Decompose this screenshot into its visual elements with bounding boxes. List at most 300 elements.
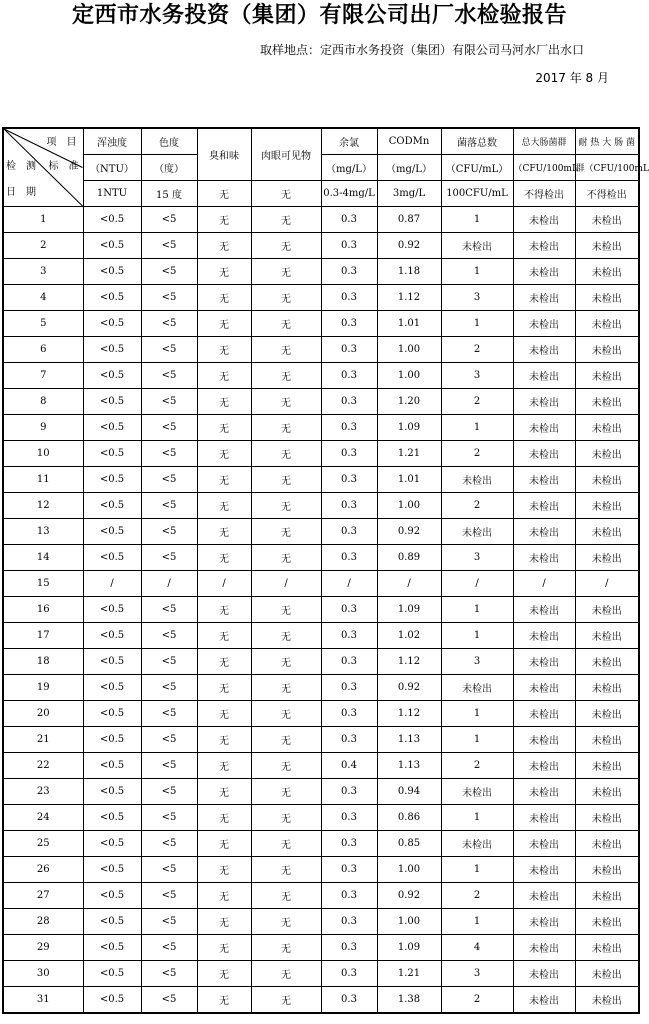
cell-thermotolerant-coliform: 未检出 [575,363,639,389]
cell-color: <5 [141,961,197,987]
cell-day: 9 [3,415,83,441]
cell-turbidity: <0.5 [83,493,141,519]
cell-total-coliform: 未检出 [513,935,575,961]
cell-thermotolerant-coliform: 未检出 [575,311,639,337]
cell-codmn: 1.09 [377,935,441,961]
unit-residual-chlorine: （mg/L） [321,155,377,181]
table-row [3,519,639,545]
cell-color: <5 [141,519,197,545]
cell-day: 1 [3,207,83,233]
cell-color: <5 [141,467,197,493]
cell-thermotolerant-coliform: 未检出 [575,207,639,233]
cell-residual-chlorine: 0.3 [321,649,377,675]
cell-color: <5 [141,233,197,259]
std-color: 15 度 [141,181,197,207]
cell-visible-matter: 无 [251,337,321,363]
cell-day: 10 [3,441,83,467]
cell-turbidity: <0.5 [83,207,141,233]
cell-codmn: 1.01 [377,467,441,493]
table-row [3,623,639,649]
cell-odor: 无 [197,779,251,805]
table-row [3,233,639,259]
cell-codmn: 0.92 [377,675,441,701]
cell-visible-matter: / [251,571,321,597]
cell-turbidity: <0.5 [83,675,141,701]
cell-odor: 无 [197,363,251,389]
cell-visible-matter: 无 [251,597,321,623]
cell-residual-chlorine: 0.3 [321,467,377,493]
cell-codmn: 0.92 [377,883,441,909]
cell-thermotolerant-coliform: 未检出 [575,545,639,571]
cell-residual-chlorine: 0.3 [321,285,377,311]
cell-turbidity: <0.5 [83,337,141,363]
header-row-standards [3,181,639,207]
cell-color: <5 [141,857,197,883]
cell-total-coliform: 未检出 [513,363,575,389]
cell-visible-matter: 无 [251,831,321,857]
table-row [3,831,639,857]
cell-turbidity: <0.5 [83,623,141,649]
cell-day: 18 [3,649,83,675]
cell-visible-matter: 无 [251,363,321,389]
cell-codmn: 1.09 [377,597,441,623]
cell-day: 28 [3,909,83,935]
cell-codmn: 1.01 [377,311,441,337]
cell-day: 31 [3,987,83,1014]
cell-thermotolerant-coliform: 未检出 [575,259,639,285]
cell-thermotolerant-coliform: 未检出 [575,831,639,857]
cell-odor: 无 [197,987,251,1014]
table-row [3,337,639,363]
cell-thermotolerant-coliform: 未检出 [575,987,639,1014]
cell-visible-matter: 无 [251,207,321,233]
std-thermotolerant-coliform: 不得检出 [575,181,639,207]
cell-residual-chlorine: 0.3 [321,857,377,883]
cell-total-coliform: 未检出 [513,857,575,883]
cell-residual-chlorine: 0.3 [321,909,377,935]
table-row [3,493,639,519]
cell-odor: 无 [197,311,251,337]
cell-thermotolerant-coliform: 未检出 [575,493,639,519]
cell-color: <5 [141,727,197,753]
cell-visible-matter: 无 [251,545,321,571]
cell-total-coliform: 未检出 [513,831,575,857]
table-row [3,779,639,805]
cell-odor: 无 [197,805,251,831]
cell-total-bacteria: 2 [441,441,513,467]
cell-total-coliform: 未检出 [513,493,575,519]
cell-odor: 无 [197,831,251,857]
cell-residual-chlorine: 0.3 [321,441,377,467]
table-row [3,883,639,909]
cell-total-bacteria: 未检出 [441,519,513,545]
cell-thermotolerant-coliform: 未检出 [575,779,639,805]
cell-visible-matter: 无 [251,467,321,493]
cell-odor: 无 [197,259,251,285]
cell-codmn: 1.00 [377,493,441,519]
inspection-table [2,127,649,1014]
cell-total-coliform: 未检出 [513,389,575,415]
cell-visible-matter: 无 [251,285,321,311]
cell-day: 20 [3,701,83,727]
cell-color: <5 [141,883,197,909]
cell-total-coliform: 未检出 [513,467,575,493]
cell-codmn: 1.20 [377,389,441,415]
cell-residual-chlorine: 0.3 [321,493,377,519]
std-visible-matter: 无 [251,181,321,207]
cell-odor: 无 [197,467,251,493]
std-codmn: 3mg/L [377,181,441,207]
unit-turbidity: （NTU） [83,155,141,181]
report-title: 定西市水务投资（集团）有限公司出厂水检验报告 [71,3,567,28]
cell-color: <5 [141,701,197,727]
table-row [3,753,639,779]
cell-day: 19 [3,675,83,701]
cell-turbidity: <0.5 [83,415,141,441]
cell-codmn: 0.94 [377,779,441,805]
cell-thermotolerant-coliform: 未检出 [575,935,639,961]
cell-color: <5 [141,753,197,779]
cell-total-bacteria: 3 [441,363,513,389]
cell-color: <5 [141,441,197,467]
cell-odor: 无 [197,857,251,883]
table-row [3,441,639,467]
cell-thermotolerant-coliform: 未检出 [575,233,639,259]
cell-visible-matter: 无 [251,883,321,909]
cell-residual-chlorine: 0.3 [321,727,377,753]
cell-residual-chlorine: 0.3 [321,597,377,623]
cell-total-coliform: 未检出 [513,909,575,935]
cell-color: <5 [141,415,197,441]
cell-residual-chlorine: 0.3 [321,233,377,259]
cell-codmn: 1.00 [377,337,441,363]
table-row [3,415,639,441]
cell-codmn: 1.00 [377,363,441,389]
cell-turbidity: <0.5 [83,779,141,805]
cell-visible-matter: 无 [251,909,321,935]
cell-turbidity: / [83,571,141,597]
cell-residual-chlorine: 0.3 [321,831,377,857]
cell-odor: 无 [197,935,251,961]
cell-visible-matter: 无 [251,753,321,779]
cell-total-coliform: 未检出 [513,623,575,649]
cell-day: 27 [3,883,83,909]
col-header-thermotolerant-coliform: 耐 热 大 肠 菌 [575,128,639,155]
cell-total-coliform: 未检出 [513,883,575,909]
cell-thermotolerant-coliform: 未检出 [575,701,639,727]
cell-total-bacteria: 2 [441,753,513,779]
cell-codmn: 1.13 [377,753,441,779]
cell-total-bacteria: 2 [441,389,513,415]
table-row [3,701,639,727]
col-header-total-coliform: 总大肠菌群 [513,128,575,155]
cell-thermotolerant-coliform: 未检出 [575,519,639,545]
table-row [3,935,639,961]
cell-odor: 无 [197,233,251,259]
cell-odor: 无 [197,623,251,649]
cell-odor: 无 [197,441,251,467]
cell-visible-matter: 无 [251,857,321,883]
cell-turbidity: <0.5 [83,467,141,493]
cell-total-coliform: 未检出 [513,805,575,831]
corner-date-label: 日 期 [6,187,36,198]
cell-total-bacteria: / [441,571,513,597]
cell-color: <5 [141,207,197,233]
cell-thermotolerant-coliform: 未检出 [575,337,639,363]
cell-color: <5 [141,363,197,389]
cell-color: <5 [141,987,197,1014]
std-total-coliform: 不得检出 [513,181,575,207]
cell-visible-matter: 无 [251,987,321,1014]
cell-total-bacteria: 3 [441,285,513,311]
cell-codmn: 0.89 [377,545,441,571]
cell-color: <5 [141,909,197,935]
cell-codmn: 1.00 [377,857,441,883]
cell-total-coliform: 未检出 [513,753,575,779]
cell-total-bacteria: 2 [441,883,513,909]
cell-thermotolerant-coliform: 未检出 [575,285,639,311]
cell-color: / [141,571,197,597]
cell-turbidity: <0.5 [83,987,141,1014]
cell-total-bacteria: 1 [441,701,513,727]
cell-residual-chlorine: 0.3 [321,415,377,441]
cell-day: 17 [3,623,83,649]
cell-codmn: 1.12 [377,285,441,311]
cell-color: <5 [141,675,197,701]
cell-residual-chlorine: 0.3 [321,545,377,571]
cell-total-coliform: 未检出 [513,285,575,311]
cell-residual-chlorine: 0.3 [321,389,377,415]
cell-odor: 无 [197,285,251,311]
cell-odor: 无 [197,649,251,675]
table-row [3,363,639,389]
cell-thermotolerant-coliform: 未检出 [575,753,639,779]
cell-codmn: 1.12 [377,701,441,727]
cell-odor: 无 [197,675,251,701]
cell-thermotolerant-coliform: 未检出 [575,467,639,493]
cell-color: <5 [141,259,197,285]
cell-turbidity: <0.5 [83,909,141,935]
cell-odor: 无 [197,389,251,415]
cell-total-bacteria: 未检出 [441,233,513,259]
cell-total-bacteria: 2 [441,493,513,519]
cell-total-bacteria: 1 [441,805,513,831]
cell-color: <5 [141,779,197,805]
cell-total-coliform: 未检出 [513,337,575,363]
cell-visible-matter: 无 [251,519,321,545]
cell-total-bacteria: 1 [441,857,513,883]
cell-total-bacteria: 3 [441,649,513,675]
cell-odor: 无 [197,207,251,233]
cell-color: <5 [141,597,197,623]
cell-color: <5 [141,545,197,571]
col-header-codmn: CODMn [377,128,441,155]
cell-residual-chlorine: 0.3 [321,519,377,545]
cell-odor: 无 [197,545,251,571]
cell-visible-matter: 无 [251,961,321,987]
cell-total-coliform: 未检出 [513,779,575,805]
cell-thermotolerant-coliform: 未检出 [575,649,639,675]
cell-turbidity: <0.5 [83,311,141,337]
cell-color: <5 [141,389,197,415]
cell-odor: 无 [197,883,251,909]
cell-day: 15 [3,571,83,597]
cell-codmn: 0.92 [377,233,441,259]
cell-total-bacteria: 2 [441,987,513,1014]
cell-turbidity: <0.5 [83,597,141,623]
cell-color: <5 [141,805,197,831]
table-row [3,207,639,233]
cell-day: 24 [3,805,83,831]
unit-thermotolerant-coliform: 群（CFU/100mL [575,155,639,181]
cell-day: 16 [3,597,83,623]
unit-total-coliform: （CFU/100mL [513,155,575,181]
col-header-visible-matter: 肉眼可见物 [251,128,321,181]
cell-turbidity: <0.5 [83,753,141,779]
cell-residual-chlorine: 0.3 [321,207,377,233]
table-row [3,987,639,1014]
cell-total-bacteria: 1 [441,207,513,233]
cell-thermotolerant-coliform: 未检出 [575,623,639,649]
cell-thermotolerant-coliform: / [575,571,639,597]
cell-total-bacteria: 未检出 [441,467,513,493]
unit-codmn: （mg/L） [377,155,441,181]
col-header-turbidity: 浑浊度 [83,128,141,155]
cell-residual-chlorine: 0.3 [321,623,377,649]
cell-total-bacteria: 1 [441,259,513,285]
cell-odor: 无 [197,519,251,545]
cell-codmn: 1.21 [377,441,441,467]
cell-odor: 无 [197,337,251,363]
cell-total-coliform: 未检出 [513,649,575,675]
cell-day: 2 [3,233,83,259]
table-row [3,857,639,883]
cell-thermotolerant-coliform: 未检出 [575,727,639,753]
cell-residual-chlorine: 0.3 [321,961,377,987]
cell-total-coliform: 未检出 [513,415,575,441]
table-row [3,961,639,987]
cell-codmn: 1.13 [377,727,441,753]
report-date: 2017 年 8 月 [535,71,609,85]
cell-visible-matter: 无 [251,311,321,337]
cell-visible-matter: 无 [251,649,321,675]
sampling-location: 取样地点：定西市水务投资（集团）有限公司马河水厂出水口 [260,43,585,57]
cell-day: 6 [3,337,83,363]
unit-color: （度） [141,155,197,181]
cell-color: <5 [141,493,197,519]
cell-total-bacteria: 1 [441,727,513,753]
cell-total-coliform: 未检出 [513,233,575,259]
cell-total-coliform: 未检出 [513,311,575,337]
cell-total-bacteria: 1 [441,597,513,623]
cell-visible-matter: 无 [251,935,321,961]
table-row [3,389,639,415]
cell-visible-matter: 无 [251,415,321,441]
header-row-units [3,155,639,181]
cell-codmn: 1.09 [377,415,441,441]
cell-codmn: 1.12 [377,649,441,675]
cell-turbidity: <0.5 [83,519,141,545]
cell-total-bacteria: 3 [441,545,513,571]
cell-thermotolerant-coliform: 未检出 [575,909,639,935]
cell-turbidity: <0.5 [83,831,141,857]
cell-visible-matter: 无 [251,675,321,701]
cell-color: <5 [141,935,197,961]
cell-visible-matter: 无 [251,779,321,805]
cell-total-coliform: 未检出 [513,545,575,571]
cell-day: 5 [3,311,83,337]
cell-residual-chlorine: 0.3 [321,883,377,909]
cell-total-bacteria: 1 [441,909,513,935]
cell-total-coliform: 未检出 [513,519,575,545]
cell-turbidity: <0.5 [83,857,141,883]
table-row [3,285,639,311]
cell-residual-chlorine: 0.3 [321,337,377,363]
cell-thermotolerant-coliform: 未检出 [575,675,639,701]
cell-turbidity: <0.5 [83,285,141,311]
cell-total-coliform: / [513,571,575,597]
cell-odor: 无 [197,727,251,753]
cell-turbidity: <0.5 [83,701,141,727]
cell-odor: 无 [197,415,251,441]
col-header-total-bacteria: 菌落总数 [441,128,513,155]
cell-codmn: 1.21 [377,961,441,987]
table-row [3,597,639,623]
cell-codmn: 0.85 [377,831,441,857]
cell-turbidity: <0.5 [83,441,141,467]
cell-turbidity: <0.5 [83,961,141,987]
cell-turbidity: <0.5 [83,883,141,909]
cell-residual-chlorine: 0.3 [321,259,377,285]
cell-residual-chlorine: 0.3 [321,805,377,831]
cell-residual-chlorine: / [321,571,377,597]
cell-visible-matter: 无 [251,259,321,285]
diagonal-header-cell [3,128,83,207]
cell-turbidity: <0.5 [83,805,141,831]
table-row [3,259,639,285]
cell-residual-chlorine: 0.3 [321,675,377,701]
cell-residual-chlorine: 0.3 [321,935,377,961]
cell-color: <5 [141,649,197,675]
cell-codmn: / [377,571,441,597]
std-total-bacteria: 100CFU/mL [441,181,513,207]
cell-odor: 无 [197,701,251,727]
cell-codmn: 1.38 [377,987,441,1014]
cell-visible-matter: 无 [251,389,321,415]
cell-codmn: 0.92 [377,519,441,545]
cell-visible-matter: 无 [251,441,321,467]
cell-turbidity: <0.5 [83,363,141,389]
table-row [3,727,639,753]
cell-turbidity: <0.5 [83,233,141,259]
cell-total-bacteria: 1 [441,415,513,441]
cell-day: 22 [3,753,83,779]
header-row-names [3,128,639,155]
cell-day: 4 [3,285,83,311]
cell-day: 11 [3,467,83,493]
cell-thermotolerant-coliform: 未检出 [575,415,639,441]
cell-total-coliform: 未检出 [513,259,575,285]
cell-turbidity: <0.5 [83,259,141,285]
cell-day: 26 [3,857,83,883]
cell-odor: 无 [197,909,251,935]
cell-turbidity: <0.5 [83,389,141,415]
cell-thermotolerant-coliform: 未检出 [575,389,639,415]
cell-turbidity: <0.5 [83,649,141,675]
cell-total-bacteria: 1 [441,623,513,649]
std-residual-chlorine: 0.3-4mg/L [321,181,377,207]
corner-detection-label: 检 测 [6,161,36,172]
